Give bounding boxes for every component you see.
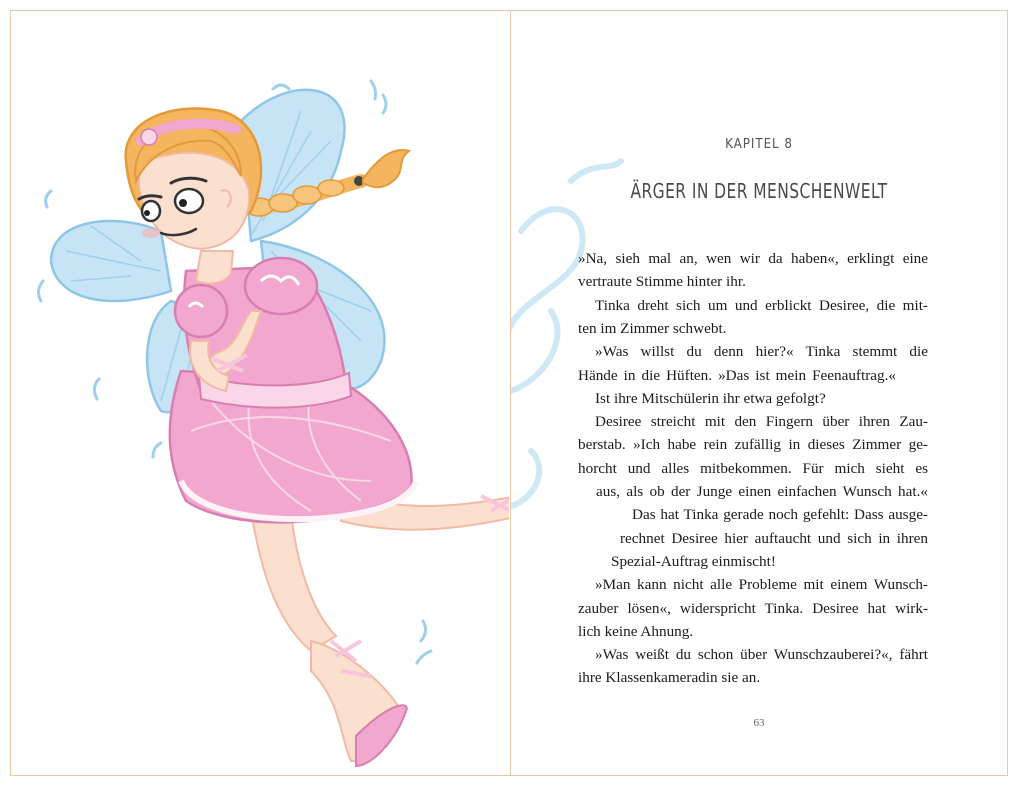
text-line: aus, als ob der Junge einen einfachen Wunsch hat.« xyxy=(596,483,928,500)
text-line: »Was willst du denn hier?« Tinka stemmt die xyxy=(595,343,928,361)
text-line: ihre Klassenkameradin sie an. xyxy=(578,669,761,687)
page-number: 63 xyxy=(753,717,765,729)
text-line: »Na, sieh mal an, wen wir da haben«, erklingt eine xyxy=(578,250,928,267)
text-line: Spezial-Auftrag einmischt! xyxy=(611,552,776,570)
text-line: horcht und alles mitbekommen. Für mich sieht es xyxy=(578,459,928,477)
text-line: Hände in die Hüften. »Das ist mein Feenauftrag.« xyxy=(578,366,896,384)
text-line: vertraute Stimme hinter ihr. xyxy=(578,273,746,291)
book-spread xyxy=(10,10,1008,776)
chapter-title: ÄRGER IN DER MENSCHENWELT xyxy=(630,179,888,203)
text-line: lich keine Ahnung. xyxy=(578,622,694,640)
text-line: berstab. »Ich habe rein zufällig in dieses Zimmer ge- xyxy=(578,436,928,454)
text-line: Das hat Tinka gerade noch gefehlt: Dass ausge- xyxy=(632,506,928,524)
text-line: »Man kann nicht alle Probleme mit einem Wunsch- xyxy=(595,576,928,594)
text-line: Ist ihre Mitschülerin ihr etwa gefolgt? xyxy=(595,389,826,407)
text-line: Desiree streicht mit den Fingern über ihren Zau- xyxy=(595,413,928,431)
chapter-label: KAPITEL 8 xyxy=(725,137,793,152)
fairy-illustration xyxy=(11,11,509,775)
text-line: rechnet Desiree hier auftaucht und sich in ihren xyxy=(620,529,928,547)
text-page xyxy=(511,11,1007,775)
text-line: ten im Zimmer schwebt. xyxy=(578,319,727,337)
text-line: Tinka dreht sich um und erblickt Desiree, die mit- xyxy=(595,296,928,314)
text-line: zauber lösen«, widerspricht Tinka. Desiree hat wirk- xyxy=(578,599,928,617)
text-line: »Was weißt du schon über Wunschzauberei?«, fährt xyxy=(595,646,928,664)
illustration-page xyxy=(11,11,509,775)
